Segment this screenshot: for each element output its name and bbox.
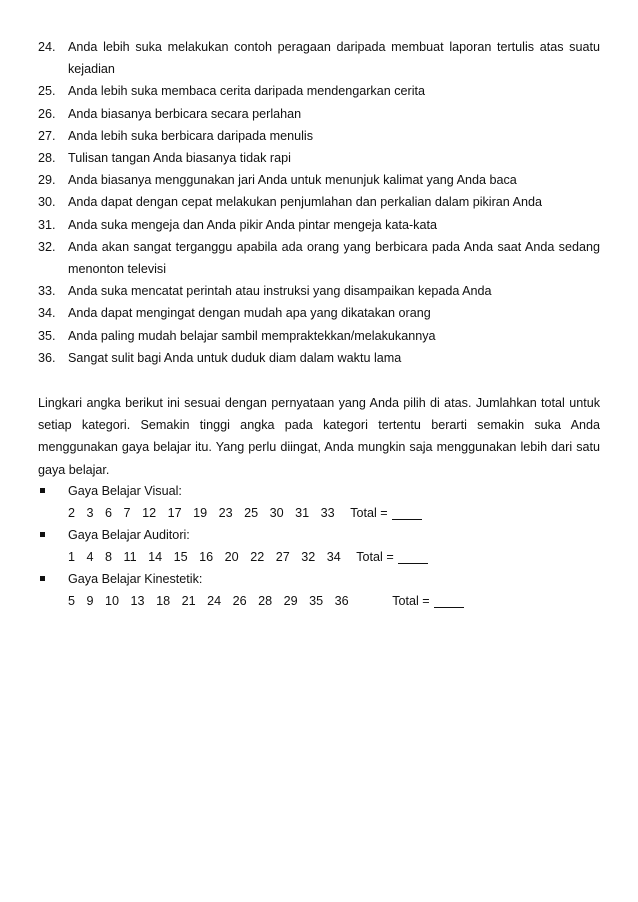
number-item[interactable]: 27 — [275, 550, 290, 564]
number-list — [68, 546, 352, 568]
number-item[interactable]: 20 — [224, 550, 239, 564]
number-item[interactable]: 25 — [244, 506, 259, 520]
question-text: Anda akan sangat terganggu apabila ada orang yang berbicara pada Anda saat Anda sedang menonton televisi — [68, 239, 600, 277]
number-list — [68, 590, 360, 612]
question-text: Anda suka mencatat perintah atau instruksi yang disampaikan kepada Anda — [68, 284, 492, 299]
total-label: Total = — [356, 550, 394, 564]
number-item[interactable]: 36 — [334, 594, 349, 608]
number-item[interactable]: 18 — [156, 594, 171, 608]
number-item[interactable]: 32 — [301, 550, 316, 564]
question-text: Sangat sulit bagi Anda untuk duduk diam dalam waktu lama — [68, 350, 402, 365]
number-item[interactable]: 33 — [320, 506, 335, 520]
total-blank-field[interactable] — [434, 594, 464, 608]
category-auditory — [38, 524, 600, 546]
question-number: 25. — [38, 84, 56, 99]
number-item[interactable]: 23 — [218, 506, 233, 520]
question-number: 32. — [38, 239, 56, 254]
list-item — [38, 103, 600, 125]
number-item[interactable]: 26 — [232, 594, 247, 608]
list-item — [38, 236, 600, 280]
number-item[interactable]: 4 — [86, 550, 94, 564]
category-title: Gaya Belajar Kinestetik: — [68, 572, 203, 586]
number-item[interactable]: 8 — [105, 550, 113, 564]
square-bullet-icon — [38, 524, 68, 546]
list-item — [38, 214, 600, 236]
instructions-paragraph: Lingkari angka berikut ini sesuai dengan pernyataan yang Anda pilih di atas. Jumlahkan total untuk setiap kategori. Semakin tinggi angka pada kategori tertentu berarti semakin suka Anda menggunakan gaya belajar itu. Yang perlu diingat, Anda mungkin saja menggunakan lebih dari satu gaya belajar. — [38, 396, 600, 477]
category-list — [38, 480, 600, 612]
number-item[interactable]: 22 — [250, 550, 265, 564]
number-item[interactable]: 17 — [167, 506, 182, 520]
number-item[interactable]: 10 — [105, 594, 120, 608]
square-bullet-icon — [38, 480, 68, 502]
category-kinesthetic — [38, 568, 600, 590]
category-kinesthetic-numbers — [38, 590, 600, 612]
total-label: Total = — [350, 506, 388, 520]
number-item[interactable]: 11 — [123, 550, 137, 564]
number-item[interactable]: 30 — [269, 506, 284, 520]
number-item[interactable]: 28 — [258, 594, 273, 608]
category-title: Gaya Belajar Auditori: — [68, 528, 190, 542]
number-item[interactable]: 9 — [86, 594, 94, 608]
list-item — [38, 302, 600, 324]
number-item[interactable]: 15 — [173, 550, 188, 564]
category-auditory-numbers — [38, 546, 600, 568]
total-label: Total = — [392, 594, 430, 608]
number-item[interactable]: 14 — [148, 550, 163, 564]
question-number: 30. — [38, 195, 56, 210]
question-text: Anda biasanya menggunakan jari Anda untuk menunjuk kalimat yang Anda baca — [68, 173, 517, 188]
number-item[interactable]: 7 — [123, 506, 131, 520]
square-bullet-icon — [38, 568, 68, 590]
list-item — [38, 191, 600, 213]
number-list — [68, 502, 346, 524]
category-visual — [38, 480, 600, 502]
number-item[interactable]: 13 — [130, 594, 145, 608]
number-item[interactable]: 6 — [105, 506, 113, 520]
question-text: Anda suka mengeja dan Anda pikir Anda pintar mengeja kata-kata — [68, 217, 437, 232]
question-text: Tulisan tangan Anda biasanya tidak rapi — [68, 151, 291, 166]
question-number: 35. — [38, 328, 56, 343]
number-item[interactable]: 12 — [142, 506, 157, 520]
number-item[interactable]: 31 — [295, 506, 310, 520]
number-item[interactable]: 16 — [199, 550, 214, 564]
question-text: Anda lebih suka membaca cerita daripada mendengarkan cerita — [68, 84, 426, 99]
total-blank-field[interactable] — [398, 550, 428, 564]
list-item — [38, 169, 600, 191]
total-blank-field[interactable] — [392, 506, 422, 520]
question-text: Anda biasanya berbicara secara perlahan — [68, 106, 302, 121]
question-text: Anda dapat mengingat dengan mudah apa yang dikatakan orang — [68, 306, 431, 321]
question-text: Anda lebih suka melakukan contoh peragaan daripada membuat laporan tertulis atas suatu kejadian — [68, 40, 600, 77]
question-number: 31. — [38, 217, 56, 232]
question-number: 24. — [38, 40, 56, 54]
number-item[interactable]: 3 — [86, 506, 94, 520]
question-text: Anda paling mudah belajar sambil mempraktekkan/melakukannya — [68, 328, 436, 343]
question-number: 28. — [38, 151, 56, 166]
number-item[interactable]: 34 — [326, 550, 341, 564]
number-item[interactable]: 19 — [193, 506, 208, 520]
number-item[interactable]: 21 — [181, 594, 196, 608]
question-number: 34. — [38, 306, 56, 321]
question-number: 36. — [38, 350, 56, 365]
question-number: 29. — [38, 173, 56, 188]
number-item[interactable]: 5 — [68, 594, 76, 608]
number-item[interactable]: 35 — [309, 594, 324, 608]
category-visual-numbers — [38, 502, 600, 524]
question-number: 26. — [38, 106, 56, 121]
question-text: Anda dapat dengan cepat melakukan penjumlahan dan perkalian dalam pikiran Anda — [68, 195, 543, 210]
number-item[interactable]: 1 — [68, 550, 76, 564]
list-item — [38, 325, 600, 347]
question-list — [38, 36, 600, 369]
list-item — [38, 80, 600, 102]
number-item[interactable]: 2 — [68, 506, 76, 520]
question-text: Anda lebih suka berbicara daripada menulis — [68, 128, 314, 143]
category-title: Gaya Belajar Visual: — [68, 484, 182, 498]
list-item — [38, 147, 600, 169]
list-item — [38, 280, 600, 302]
question-number: 27. — [38, 128, 56, 143]
question-number: 33. — [38, 284, 56, 299]
list-item — [38, 125, 600, 147]
number-item[interactable]: 24 — [207, 594, 222, 608]
list-item — [38, 36, 600, 80]
number-item[interactable]: 29 — [283, 594, 298, 608]
list-item — [38, 347, 600, 369]
